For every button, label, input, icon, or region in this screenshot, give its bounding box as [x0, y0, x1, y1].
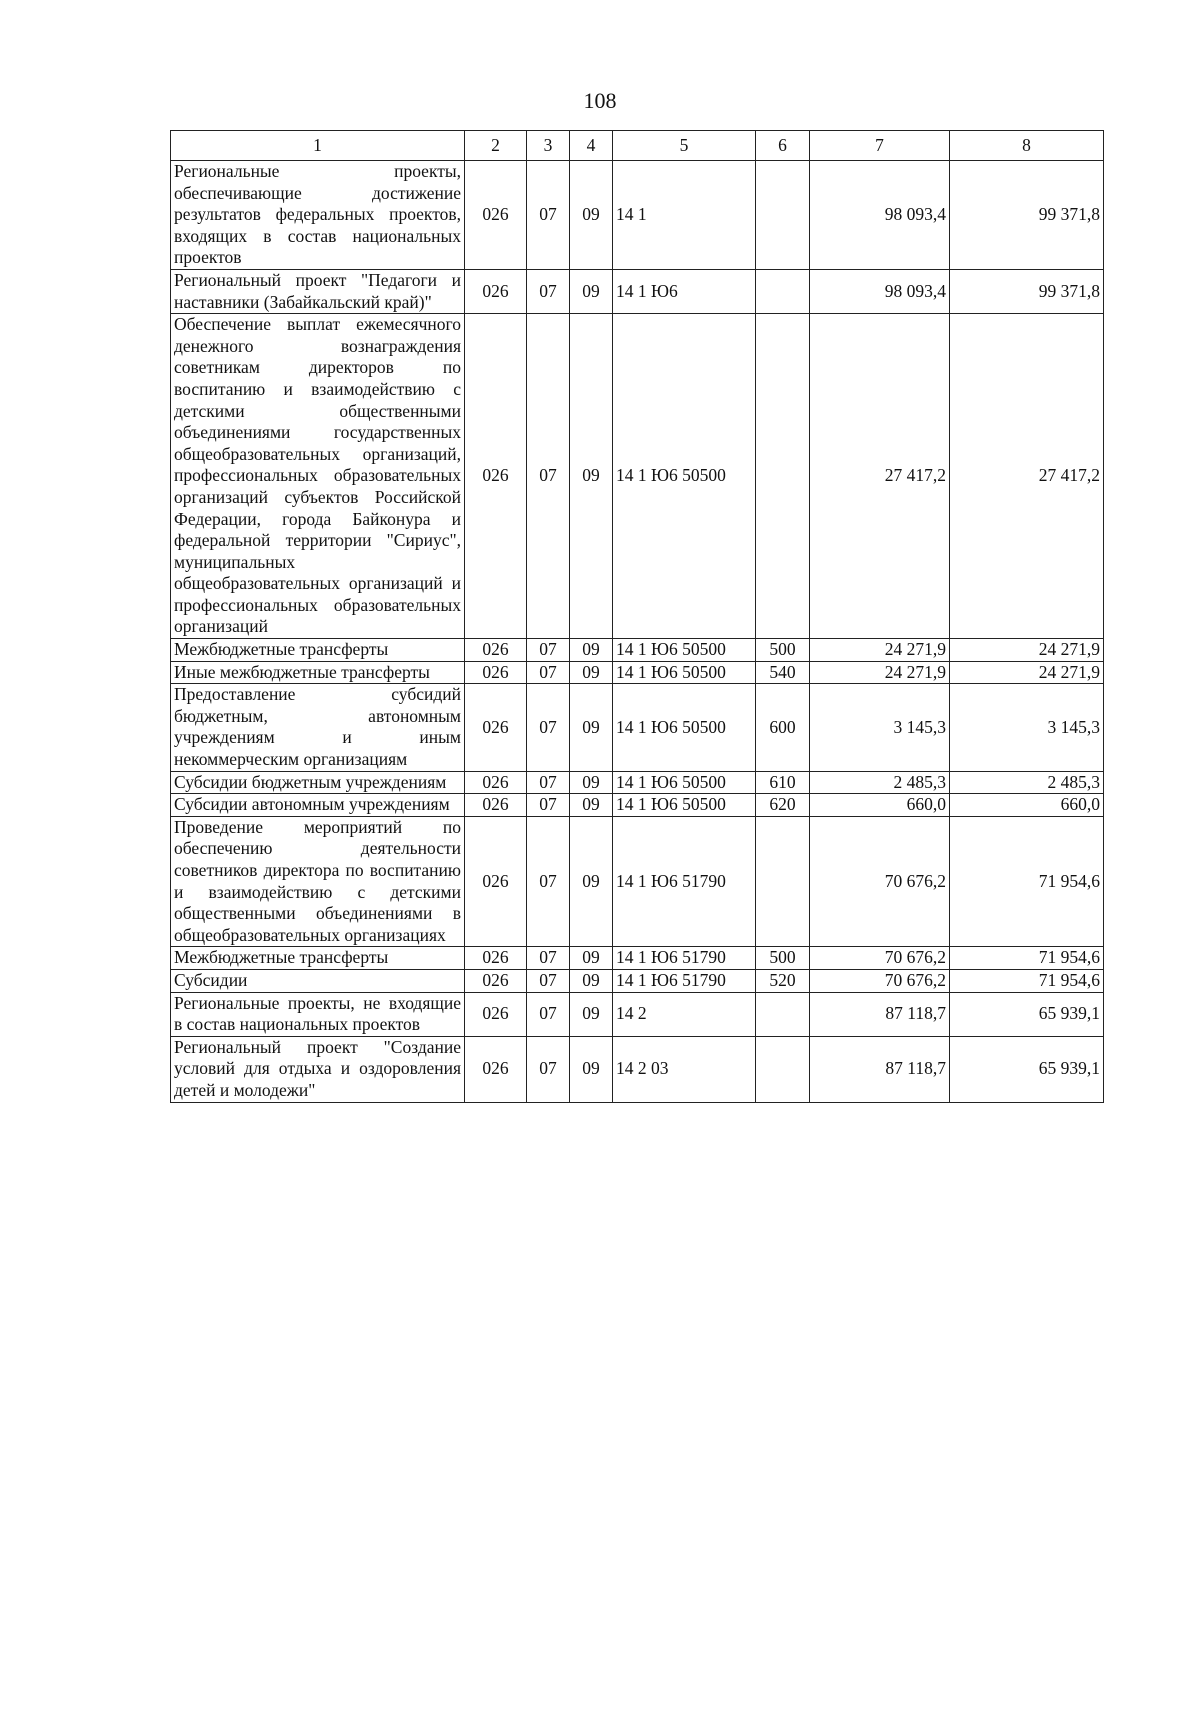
target-article-cell: 14 1 Ю6 50500: [613, 771, 756, 794]
column-header: 7: [810, 131, 950, 161]
target-article-cell: 14 1 Ю6 50500: [613, 639, 756, 662]
item-name-cell: Региональные проекты, обеспечивающие достижение результатов федеральных проектов, входящих в состав национальных проектов: [171, 161, 465, 270]
expense-type-cell: [756, 314, 810, 639]
amount-year2-cell: 24 271,9: [950, 639, 1104, 662]
section-code-cell: 07: [527, 947, 570, 970]
amount-year1-cell: 3 145,3: [810, 684, 950, 771]
amount-year2-cell: 660,0: [950, 794, 1104, 817]
amount-year2-cell: 65 939,1: [950, 1036, 1104, 1102]
amount-year1-cell: 660,0: [810, 794, 950, 817]
target-article-cell: 14 1 Ю6: [613, 269, 756, 313]
table-row: [171, 661, 1104, 684]
expense-type-cell: 520: [756, 969, 810, 992]
target-article-cell: 14 1 Ю6 51790: [613, 816, 756, 947]
item-name-cell: Региональный проект "Педагоги и наставники (Забайкальский край)": [171, 269, 465, 313]
ministry-code-cell: 026: [465, 161, 527, 270]
amount-year1-cell: 98 093,4: [810, 269, 950, 313]
expense-type-cell: 540: [756, 661, 810, 684]
expense-type-cell: 620: [756, 794, 810, 817]
item-name-cell: Межбюджетные трансферты: [171, 639, 465, 662]
column-header: 5: [613, 131, 756, 161]
expense-type-cell: 500: [756, 639, 810, 662]
expense-type-cell: [756, 992, 810, 1036]
target-article-cell: 14 1 Ю6 50500: [613, 684, 756, 771]
table-row: [171, 969, 1104, 992]
amount-year2-cell: 99 371,8: [950, 161, 1104, 270]
expense-type-cell: [756, 1036, 810, 1102]
amount-year2-cell: 71 954,6: [950, 947, 1104, 970]
expense-type-cell: 500: [756, 947, 810, 970]
amount-year1-cell: 87 118,7: [810, 992, 950, 1036]
target-article-cell: 14 1 Ю6 50500: [613, 794, 756, 817]
section-code-cell: 07: [527, 684, 570, 771]
table-row: [171, 771, 1104, 794]
target-article-cell: 14 1: [613, 161, 756, 270]
amount-year2-cell: 65 939,1: [950, 992, 1104, 1036]
column-header: 1: [171, 131, 465, 161]
expense-type-cell: [756, 816, 810, 947]
subsection-code-cell: 09: [570, 684, 613, 771]
amount-year1-cell: 87 118,7: [810, 1036, 950, 1102]
subsection-code-cell: 09: [570, 1036, 613, 1102]
ministry-code-cell: 026: [465, 269, 527, 313]
amount-year2-cell: 27 417,2: [950, 314, 1104, 639]
ministry-code-cell: 026: [465, 992, 527, 1036]
ministry-code-cell: 026: [465, 1036, 527, 1102]
amount-year1-cell: 27 417,2: [810, 314, 950, 639]
subsection-code-cell: 09: [570, 269, 613, 313]
table-row: [171, 314, 1104, 639]
section-code-cell: 07: [527, 992, 570, 1036]
amount-year1-cell: 98 093,4: [810, 161, 950, 270]
subsection-code-cell: 09: [570, 314, 613, 639]
subsection-code-cell: 09: [570, 947, 613, 970]
amount-year1-cell: 24 271,9: [810, 639, 950, 662]
amount-year2-cell: 3 145,3: [950, 684, 1104, 771]
table-header-row: [171, 131, 1104, 161]
item-name-cell: Межбюджетные трансферты: [171, 947, 465, 970]
table-row: [171, 161, 1104, 270]
expense-type-cell: 610: [756, 771, 810, 794]
section-code-cell: 07: [527, 816, 570, 947]
section-code-cell: 07: [527, 661, 570, 684]
column-header: 2: [465, 131, 527, 161]
item-name-cell: Региональный проект "Создание условий для отдыха и оздоровления детей и молодежи": [171, 1036, 465, 1102]
subsection-code-cell: 09: [570, 639, 613, 662]
section-code-cell: 07: [527, 161, 570, 270]
subsection-code-cell: 09: [570, 816, 613, 947]
column-header: 4: [570, 131, 613, 161]
amount-year1-cell: 70 676,2: [810, 816, 950, 947]
section-code-cell: 07: [527, 969, 570, 992]
ministry-code-cell: 026: [465, 947, 527, 970]
amount-year2-cell: 71 954,6: [950, 816, 1104, 947]
column-header: 8: [950, 131, 1104, 161]
target-article-cell: 14 1 Ю6 50500: [613, 314, 756, 639]
section-code-cell: 07: [527, 639, 570, 662]
amount-year1-cell: 2 485,3: [810, 771, 950, 794]
ministry-code-cell: 026: [465, 794, 527, 817]
amount-year1-cell: 24 271,9: [810, 661, 950, 684]
table-row: [171, 269, 1104, 313]
ministry-code-cell: 026: [465, 771, 527, 794]
section-code-cell: 07: [527, 314, 570, 639]
table-body: [171, 161, 1104, 1103]
section-code-cell: 07: [527, 794, 570, 817]
item-name-cell: Субсидии бюджетным учреждениям: [171, 771, 465, 794]
amount-year2-cell: 71 954,6: [950, 969, 1104, 992]
item-name-cell: Иные межбюджетные трансферты: [171, 661, 465, 684]
section-code-cell: 07: [527, 269, 570, 313]
target-article-cell: 14 1 Ю6 51790: [613, 947, 756, 970]
column-header: 3: [527, 131, 570, 161]
target-article-cell: 14 2: [613, 992, 756, 1036]
target-article-cell: 14 1 Ю6 50500: [613, 661, 756, 684]
table-row: [171, 794, 1104, 817]
target-article-cell: 14 1 Ю6 51790: [613, 969, 756, 992]
amount-year2-cell: 2 485,3: [950, 771, 1104, 794]
table-row: [171, 992, 1104, 1036]
expense-type-cell: [756, 269, 810, 313]
item-name-cell: Региональные проекты, не входящие в состав национальных проектов: [171, 992, 465, 1036]
amount-year1-cell: 70 676,2: [810, 947, 950, 970]
item-name-cell: Субсидии автономным учреждениям: [171, 794, 465, 817]
budget-table: [170, 130, 1104, 1103]
ministry-code-cell: 026: [465, 684, 527, 771]
subsection-code-cell: 09: [570, 161, 613, 270]
target-article-cell: 14 2 03: [613, 1036, 756, 1102]
amount-year2-cell: 99 371,8: [950, 269, 1104, 313]
item-name-cell: Предоставление субсидий бюджетным, автономным учреждениям и иным некоммерческим организациям: [171, 684, 465, 771]
table-row: [171, 1036, 1104, 1102]
item-name-cell: Проведение мероприятий по обеспечению деятельности советников директора по воспитанию и взаимодействию с детскими общественными объединениями в общеобразовательных организациях: [171, 816, 465, 947]
subsection-code-cell: 09: [570, 771, 613, 794]
ministry-code-cell: 026: [465, 816, 527, 947]
item-name-cell: Субсидии: [171, 969, 465, 992]
ministry-code-cell: 026: [465, 969, 527, 992]
expense-type-cell: [756, 161, 810, 270]
ministry-code-cell: 026: [465, 314, 527, 639]
amount-year1-cell: 70 676,2: [810, 969, 950, 992]
page-number: 108: [583, 88, 617, 113]
ministry-code-cell: 026: [465, 661, 527, 684]
table-row: [171, 684, 1104, 771]
subsection-code-cell: 09: [570, 794, 613, 817]
subsection-code-cell: 09: [570, 661, 613, 684]
table-row: [171, 816, 1104, 947]
item-name-cell: Обеспечение выплат ежемесячного денежного вознаграждения советникам директоров по воспитанию и взаимодействию с детскими общественными объединениями государственных общеобразовательных организаций, профессиональных образовательных организаций субъектов Российской Федерации, города Байконура и федеральной территории "Сириус", муниципальных общеобразовательных организаций и профессиональных образовательных организаций: [171, 314, 465, 639]
section-code-cell: 07: [527, 1036, 570, 1102]
expense-type-cell: 600: [756, 684, 810, 771]
subsection-code-cell: 09: [570, 969, 613, 992]
table-row: [171, 639, 1104, 662]
table-row: [171, 947, 1104, 970]
ministry-code-cell: 026: [465, 639, 527, 662]
subsection-code-cell: 09: [570, 992, 613, 1036]
column-header: 6: [756, 131, 810, 161]
amount-year2-cell: 24 271,9: [950, 661, 1104, 684]
section-code-cell: 07: [527, 771, 570, 794]
